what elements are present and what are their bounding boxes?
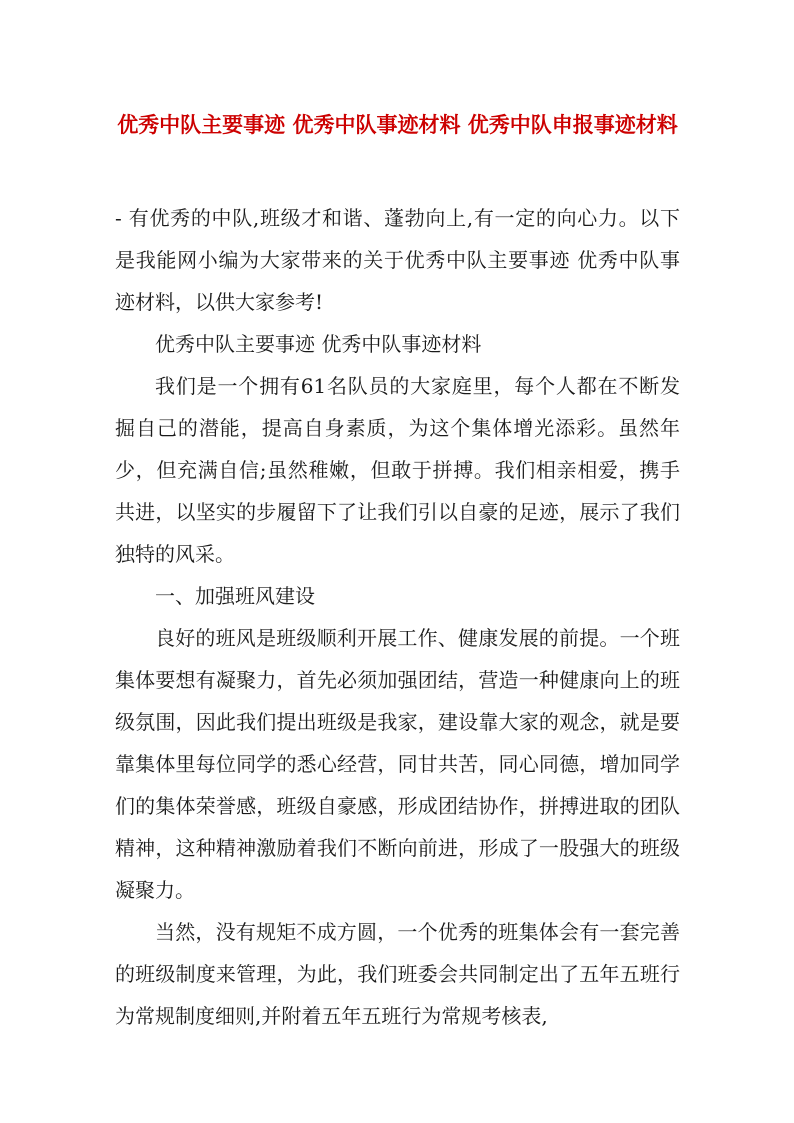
body-paragraph: 当然，没有规矩不成方圆，一个优秀的班集体会有一套完善的班级制度来管理，为此，我们班委会共同制定出了五年五班行为常规制度细则,并附着五年五班行为常规考核表, bbox=[115, 920, 680, 1028]
document-body bbox=[115, 197, 680, 1037]
body-paragraph: 良好的班风是班级顺利开展工作、健康发展的前提。一个班集体要想有凝聚力，首先必须加强团结，营造一种健康向上的班级氛围，因此我们提出班级是我家，建设靠大家的观念，就是要靠集体里每位同学的悉心经营，同甘共苦，同心同德，增加同学们的集体荣誉感，班级自豪感，形成团结协作，拼搏进取的团队精神，这种精神激励着我们不断向前进，形成了一股强大的班级凝聚力。 bbox=[115, 626, 680, 902]
intro-paragraph: - 有优秀的中队,班级才和谐、蓬勃向上,有一定的向心力。以下是我能网小编为大家带来的关于优秀中队主要事迹 优秀中队事迹材料，以供大家参考! bbox=[115, 206, 680, 314]
document-title: 优秀中队主要事迹 优秀中队事迹材料 优秀中队申报事迹材料 bbox=[117, 112, 678, 137]
section-heading: 一、加强班风建设 bbox=[155, 584, 315, 608]
body-paragraph: 我们是一个拥有61名队员的大家庭里，每个人都在不断发掘自己的潜能，提高自身素质，为这个集体增光添彩。虽然年少，但充满自信;虽然稚嫩，但敢于拼搏。我们相亲相爱，携手共进，以坚实的步履留下了让我们引以自豪的足迹，展示了我们独特的风采。 bbox=[115, 374, 680, 566]
section-subtitle: 优秀中队主要事迹 优秀中队事迹材料 bbox=[155, 332, 482, 356]
